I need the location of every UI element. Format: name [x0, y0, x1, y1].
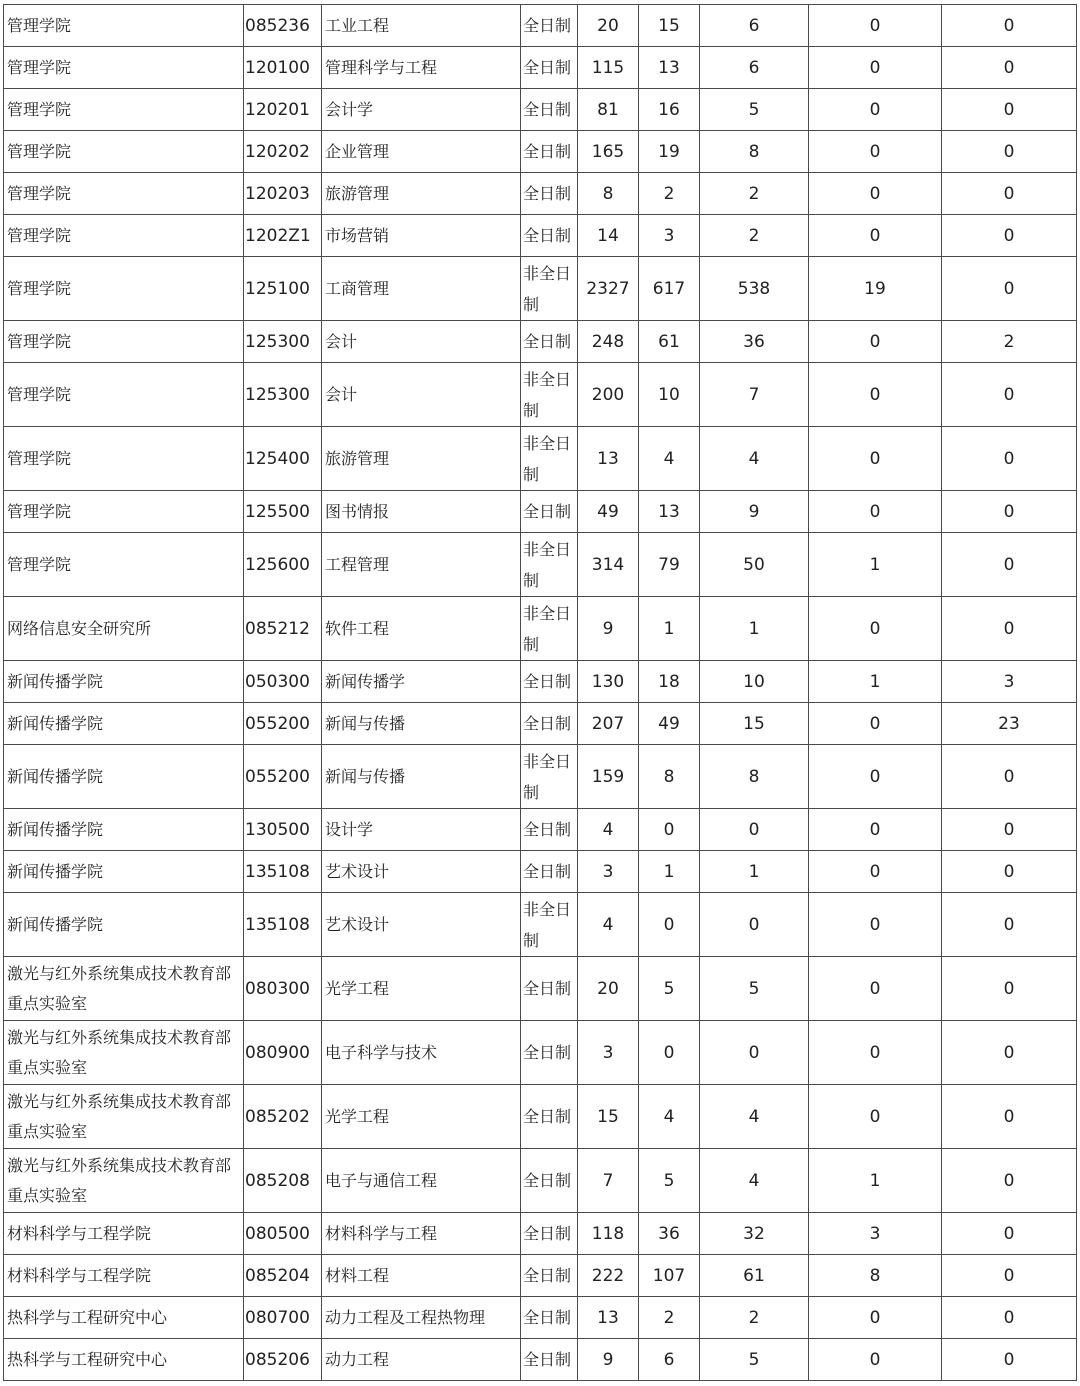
value-cell-3: 8: [700, 745, 809, 809]
value-cell-2: 0: [639, 893, 700, 957]
value-cell-4: 1: [809, 533, 942, 597]
major-code-cell: 085204: [244, 1255, 322, 1297]
value-cell-3: 50: [700, 533, 809, 597]
table-row: [4, 1021, 1077, 1085]
value-cell-3: 36: [700, 321, 809, 363]
value-cell-1: 13: [578, 1297, 639, 1339]
major-code-cell: 085202: [244, 1085, 322, 1149]
college-cell: 激光与红外系统集成技术教育部重点实验室: [4, 1021, 244, 1085]
value-cell-3: 5: [700, 957, 809, 1021]
college-cell: 管理学院: [4, 89, 244, 131]
study-mode-cell: 全日制: [521, 5, 578, 47]
major-name-cell: 设计学: [322, 809, 521, 851]
major-code-cell: 085206: [244, 1339, 322, 1381]
value-cell-3: 2: [700, 173, 809, 215]
value-cell-1: 14: [578, 215, 639, 257]
major-code-cell: 080700: [244, 1297, 322, 1339]
table-row: [4, 1297, 1077, 1339]
value-cell-3: 4: [700, 427, 809, 491]
value-cell-3: 6: [700, 47, 809, 89]
major-code-cell: 120203: [244, 173, 322, 215]
study-mode-cell: 全日制: [521, 1255, 578, 1297]
value-cell-4: 0: [809, 321, 942, 363]
major-name-cell: 会计学: [322, 89, 521, 131]
table-row: [4, 215, 1077, 257]
value-cell-4: 0: [809, 1339, 942, 1381]
college-cell: 管理学院: [4, 215, 244, 257]
table-row: [4, 173, 1077, 215]
study-mode-cell: 全日制: [521, 89, 578, 131]
value-cell-1: 15: [578, 1085, 639, 1149]
major-name-cell: 工业工程: [322, 5, 521, 47]
major-code-cell: 050300: [244, 661, 322, 703]
study-mode-cell: 全日制: [521, 1021, 578, 1085]
table-row: [4, 1149, 1077, 1213]
value-cell-5: 3: [942, 661, 1077, 703]
value-cell-2: 4: [639, 427, 700, 491]
value-cell-2: 107: [639, 1255, 700, 1297]
value-cell-5: 0: [942, 851, 1077, 893]
value-cell-4: 0: [809, 173, 942, 215]
value-cell-4: 0: [809, 597, 942, 661]
value-cell-4: 0: [809, 851, 942, 893]
value-cell-1: 3: [578, 1021, 639, 1085]
value-cell-4: 0: [809, 131, 942, 173]
table-row: [4, 533, 1077, 597]
major-name-cell: 材料工程: [322, 1255, 521, 1297]
value-cell-1: 49: [578, 491, 639, 533]
major-code-cell: 125100: [244, 257, 322, 321]
table-row: [4, 1339, 1077, 1381]
value-cell-2: 15: [639, 5, 700, 47]
college-cell: 管理学院: [4, 257, 244, 321]
value-cell-2: 4: [639, 1085, 700, 1149]
value-cell-1: 9: [578, 1339, 639, 1381]
value-cell-3: 4: [700, 1085, 809, 1149]
value-cell-5: 0: [942, 5, 1077, 47]
value-cell-2: 5: [639, 957, 700, 1021]
value-cell-4: 0: [809, 745, 942, 809]
value-cell-4: 0: [809, 491, 942, 533]
study-mode-cell: 非全日制: [521, 745, 578, 809]
value-cell-5: 0: [942, 893, 1077, 957]
major-code-cell: 080300: [244, 957, 322, 1021]
major-code-cell: 120100: [244, 47, 322, 89]
value-cell-5: 0: [942, 1255, 1077, 1297]
table-row: [4, 427, 1077, 491]
value-cell-1: 222: [578, 1255, 639, 1297]
value-cell-4: 1: [809, 661, 942, 703]
value-cell-3: 6: [700, 5, 809, 47]
value-cell-4: 0: [809, 363, 942, 427]
college-cell: 新闻传播学院: [4, 703, 244, 745]
table-row: [4, 363, 1077, 427]
value-cell-3: 61: [700, 1255, 809, 1297]
value-cell-5: 23: [942, 703, 1077, 745]
major-name-cell: 电子与通信工程: [322, 1149, 521, 1213]
value-cell-3: 7: [700, 363, 809, 427]
study-mode-cell: 全日制: [521, 131, 578, 173]
value-cell-3: 2: [700, 215, 809, 257]
major-name-cell: 会计: [322, 363, 521, 427]
value-cell-3: 0: [700, 1021, 809, 1085]
college-cell: 新闻传播学院: [4, 851, 244, 893]
major-name-cell: 软件工程: [322, 597, 521, 661]
major-name-cell: 会计: [322, 321, 521, 363]
major-code-cell: 055200: [244, 703, 322, 745]
value-cell-4: 3: [809, 1213, 942, 1255]
college-cell: 热科学与工程研究中心: [4, 1297, 244, 1339]
major-code-cell: 125400: [244, 427, 322, 491]
table-row: [4, 809, 1077, 851]
college-cell: 管理学院: [4, 131, 244, 173]
table-row: [4, 1085, 1077, 1149]
study-mode-cell: 非全日制: [521, 257, 578, 321]
study-mode-cell: 非全日制: [521, 363, 578, 427]
major-name-cell: 电子科学与技术: [322, 1021, 521, 1085]
value-cell-5: 0: [942, 1297, 1077, 1339]
major-code-cell: 125300: [244, 321, 322, 363]
college-cell: 材料科学与工程学院: [4, 1213, 244, 1255]
value-cell-4: 0: [809, 1297, 942, 1339]
college-cell: 激光与红外系统集成技术教育部重点实验室: [4, 957, 244, 1021]
value-cell-2: 18: [639, 661, 700, 703]
value-cell-2: 617: [639, 257, 700, 321]
major-name-cell: 艺术设计: [322, 893, 521, 957]
value-cell-2: 79: [639, 533, 700, 597]
major-name-cell: 企业管理: [322, 131, 521, 173]
study-mode-cell: 非全日制: [521, 533, 578, 597]
major-name-cell: 旅游管理: [322, 173, 521, 215]
major-name-cell: 新闻与传播: [322, 703, 521, 745]
value-cell-3: 15: [700, 703, 809, 745]
table-row: [4, 5, 1077, 47]
value-cell-5: 0: [942, 1213, 1077, 1255]
value-cell-5: 0: [942, 89, 1077, 131]
value-cell-1: 3: [578, 851, 639, 893]
major-code-cell: 120201: [244, 89, 322, 131]
value-cell-4: 0: [809, 5, 942, 47]
value-cell-3: 5: [700, 1339, 809, 1381]
value-cell-1: 13: [578, 427, 639, 491]
value-cell-5: 0: [942, 1339, 1077, 1381]
college-cell: 激光与红外系统集成技术教育部重点实验室: [4, 1149, 244, 1213]
enrollment-table: [3, 4, 1077, 1381]
study-mode-cell: 全日制: [521, 851, 578, 893]
value-cell-2: 36: [639, 1213, 700, 1255]
value-cell-5: 0: [942, 491, 1077, 533]
value-cell-2: 10: [639, 363, 700, 427]
study-mode-cell: 全日制: [521, 491, 578, 533]
value-cell-3: 1: [700, 851, 809, 893]
value-cell-3: 10: [700, 661, 809, 703]
table-row: [4, 321, 1077, 363]
study-mode-cell: 全日制: [521, 809, 578, 851]
value-cell-5: 0: [942, 131, 1077, 173]
value-cell-1: 9: [578, 597, 639, 661]
value-cell-5: 0: [942, 957, 1077, 1021]
value-cell-4: 0: [809, 703, 942, 745]
major-name-cell: 图书情报: [322, 491, 521, 533]
value-cell-2: 8: [639, 745, 700, 809]
study-mode-cell: 全日制: [521, 1213, 578, 1255]
college-cell: 材料科学与工程学院: [4, 1255, 244, 1297]
college-cell: 新闻传播学院: [4, 893, 244, 957]
major-name-cell: 动力工程: [322, 1339, 521, 1381]
value-cell-5: 0: [942, 1021, 1077, 1085]
table-row: [4, 893, 1077, 957]
value-cell-4: 0: [809, 89, 942, 131]
value-cell-5: 0: [942, 215, 1077, 257]
value-cell-5: 0: [942, 257, 1077, 321]
study-mode-cell: 全日制: [521, 703, 578, 745]
value-cell-3: 8: [700, 131, 809, 173]
value-cell-2: 5: [639, 1149, 700, 1213]
value-cell-5: 0: [942, 533, 1077, 597]
college-cell: 管理学院: [4, 5, 244, 47]
value-cell-1: 118: [578, 1213, 639, 1255]
study-mode-cell: 全日制: [521, 215, 578, 257]
college-cell: 管理学院: [4, 533, 244, 597]
study-mode-cell: 非全日制: [521, 893, 578, 957]
value-cell-1: 207: [578, 703, 639, 745]
college-cell: 管理学院: [4, 363, 244, 427]
major-code-cell: 085208: [244, 1149, 322, 1213]
major-code-cell: 080900: [244, 1021, 322, 1085]
table-row: [4, 703, 1077, 745]
value-cell-5: 0: [942, 1149, 1077, 1213]
value-cell-4: 19: [809, 257, 942, 321]
major-name-cell: 艺术设计: [322, 851, 521, 893]
value-cell-1: 115: [578, 47, 639, 89]
value-cell-2: 0: [639, 809, 700, 851]
college-cell: 新闻传播学院: [4, 745, 244, 809]
value-cell-4: 0: [809, 1085, 942, 1149]
value-cell-2: 2: [639, 173, 700, 215]
college-cell: 网络信息安全研究所: [4, 597, 244, 661]
study-mode-cell: 全日制: [521, 321, 578, 363]
value-cell-5: 0: [942, 173, 1077, 215]
value-cell-2: 0: [639, 1021, 700, 1085]
value-cell-4: 1: [809, 1149, 942, 1213]
table-row: [4, 47, 1077, 89]
college-cell: 新闻传播学院: [4, 809, 244, 851]
major-code-cell: 130500: [244, 809, 322, 851]
value-cell-4: 8: [809, 1255, 942, 1297]
major-name-cell: 工程管理: [322, 533, 521, 597]
major-name-cell: 市场营销: [322, 215, 521, 257]
value-cell-3: 0: [700, 893, 809, 957]
study-mode-cell: 非全日制: [521, 427, 578, 491]
value-cell-1: 4: [578, 809, 639, 851]
table-row: [4, 745, 1077, 809]
value-cell-3: 5: [700, 89, 809, 131]
value-cell-4: 0: [809, 215, 942, 257]
value-cell-5: 0: [942, 47, 1077, 89]
major-code-cell: 055200: [244, 745, 322, 809]
college-cell: 管理学院: [4, 173, 244, 215]
value-cell-4: 0: [809, 893, 942, 957]
table-row: [4, 957, 1077, 1021]
value-cell-3: 32: [700, 1213, 809, 1255]
value-cell-4: 0: [809, 47, 942, 89]
table-row: [4, 1255, 1077, 1297]
major-code-cell: 1202Z1: [244, 215, 322, 257]
major-code-cell: 085236: [244, 5, 322, 47]
study-mode-cell: 全日制: [521, 47, 578, 89]
value-cell-4: 0: [809, 809, 942, 851]
value-cell-2: 6: [639, 1339, 700, 1381]
value-cell-2: 49: [639, 703, 700, 745]
college-cell: 新闻传播学院: [4, 661, 244, 703]
study-mode-cell: 全日制: [521, 1297, 578, 1339]
value-cell-1: 130: [578, 661, 639, 703]
table-row: [4, 1213, 1077, 1255]
major-name-cell: 光学工程: [322, 1085, 521, 1149]
value-cell-3: 0: [700, 809, 809, 851]
study-mode-cell: 全日制: [521, 1149, 578, 1213]
value-cell-2: 13: [639, 47, 700, 89]
value-cell-5: 0: [942, 427, 1077, 491]
study-mode-cell: 全日制: [521, 1085, 578, 1149]
value-cell-4: 0: [809, 957, 942, 1021]
value-cell-2: 3: [639, 215, 700, 257]
major-name-cell: 动力工程及工程热物理: [322, 1297, 521, 1339]
value-cell-1: 81: [578, 89, 639, 131]
value-cell-3: 538: [700, 257, 809, 321]
major-code-cell: 135108: [244, 893, 322, 957]
value-cell-5: 0: [942, 809, 1077, 851]
value-cell-1: 20: [578, 5, 639, 47]
major-code-cell: 120202: [244, 131, 322, 173]
value-cell-3: 4: [700, 1149, 809, 1213]
table-row: [4, 597, 1077, 661]
table-row: [4, 851, 1077, 893]
value-cell-4: 0: [809, 1021, 942, 1085]
major-code-cell: 125600: [244, 533, 322, 597]
college-cell: 激光与红外系统集成技术教育部重点实验室: [4, 1085, 244, 1149]
value-cell-4: 0: [809, 427, 942, 491]
value-cell-5: 0: [942, 745, 1077, 809]
college-cell: 管理学院: [4, 427, 244, 491]
table-body: [4, 5, 1077, 1381]
major-code-cell: 080500: [244, 1213, 322, 1255]
value-cell-1: 2327: [578, 257, 639, 321]
major-name-cell: 管理科学与工程: [322, 47, 521, 89]
value-cell-2: 61: [639, 321, 700, 363]
college-cell: 管理学院: [4, 321, 244, 363]
value-cell-2: 16: [639, 89, 700, 131]
value-cell-1: 248: [578, 321, 639, 363]
value-cell-1: 200: [578, 363, 639, 427]
value-cell-5: 0: [942, 363, 1077, 427]
value-cell-1: 314: [578, 533, 639, 597]
value-cell-2: 1: [639, 597, 700, 661]
study-mode-cell: 非全日制: [521, 597, 578, 661]
table-row: [4, 491, 1077, 533]
value-cell-2: 13: [639, 491, 700, 533]
value-cell-3: 1: [700, 597, 809, 661]
value-cell-3: 9: [700, 491, 809, 533]
major-code-cell: 085212: [244, 597, 322, 661]
value-cell-2: 2: [639, 1297, 700, 1339]
major-code-cell: 135108: [244, 851, 322, 893]
major-code-cell: 125300: [244, 363, 322, 427]
college-cell: 管理学院: [4, 491, 244, 533]
value-cell-5: 0: [942, 1085, 1077, 1149]
value-cell-3: 2: [700, 1297, 809, 1339]
value-cell-1: 4: [578, 893, 639, 957]
value-cell-1: 165: [578, 131, 639, 173]
table-row: [4, 131, 1077, 173]
major-name-cell: 新闻与传播: [322, 745, 521, 809]
table-row: [4, 257, 1077, 321]
study-mode-cell: 全日制: [521, 1339, 578, 1381]
major-name-cell: 新闻传播学: [322, 661, 521, 703]
major-name-cell: 旅游管理: [322, 427, 521, 491]
major-name-cell: 材料科学与工程: [322, 1213, 521, 1255]
value-cell-1: 159: [578, 745, 639, 809]
major-name-cell: 工商管理: [322, 257, 521, 321]
study-mode-cell: 全日制: [521, 661, 578, 703]
value-cell-1: 20: [578, 957, 639, 1021]
study-mode-cell: 全日制: [521, 173, 578, 215]
major-code-cell: 125500: [244, 491, 322, 533]
value-cell-1: 8: [578, 173, 639, 215]
college-cell: 热科学与工程研究中心: [4, 1339, 244, 1381]
table-row: [4, 89, 1077, 131]
table-row: [4, 661, 1077, 703]
value-cell-2: 1: [639, 851, 700, 893]
study-mode-cell: 全日制: [521, 957, 578, 1021]
value-cell-5: 2: [942, 321, 1077, 363]
college-cell: 管理学院: [4, 47, 244, 89]
value-cell-1: 7: [578, 1149, 639, 1213]
value-cell-5: 0: [942, 597, 1077, 661]
value-cell-2: 19: [639, 131, 700, 173]
major-name-cell: 光学工程: [322, 957, 521, 1021]
